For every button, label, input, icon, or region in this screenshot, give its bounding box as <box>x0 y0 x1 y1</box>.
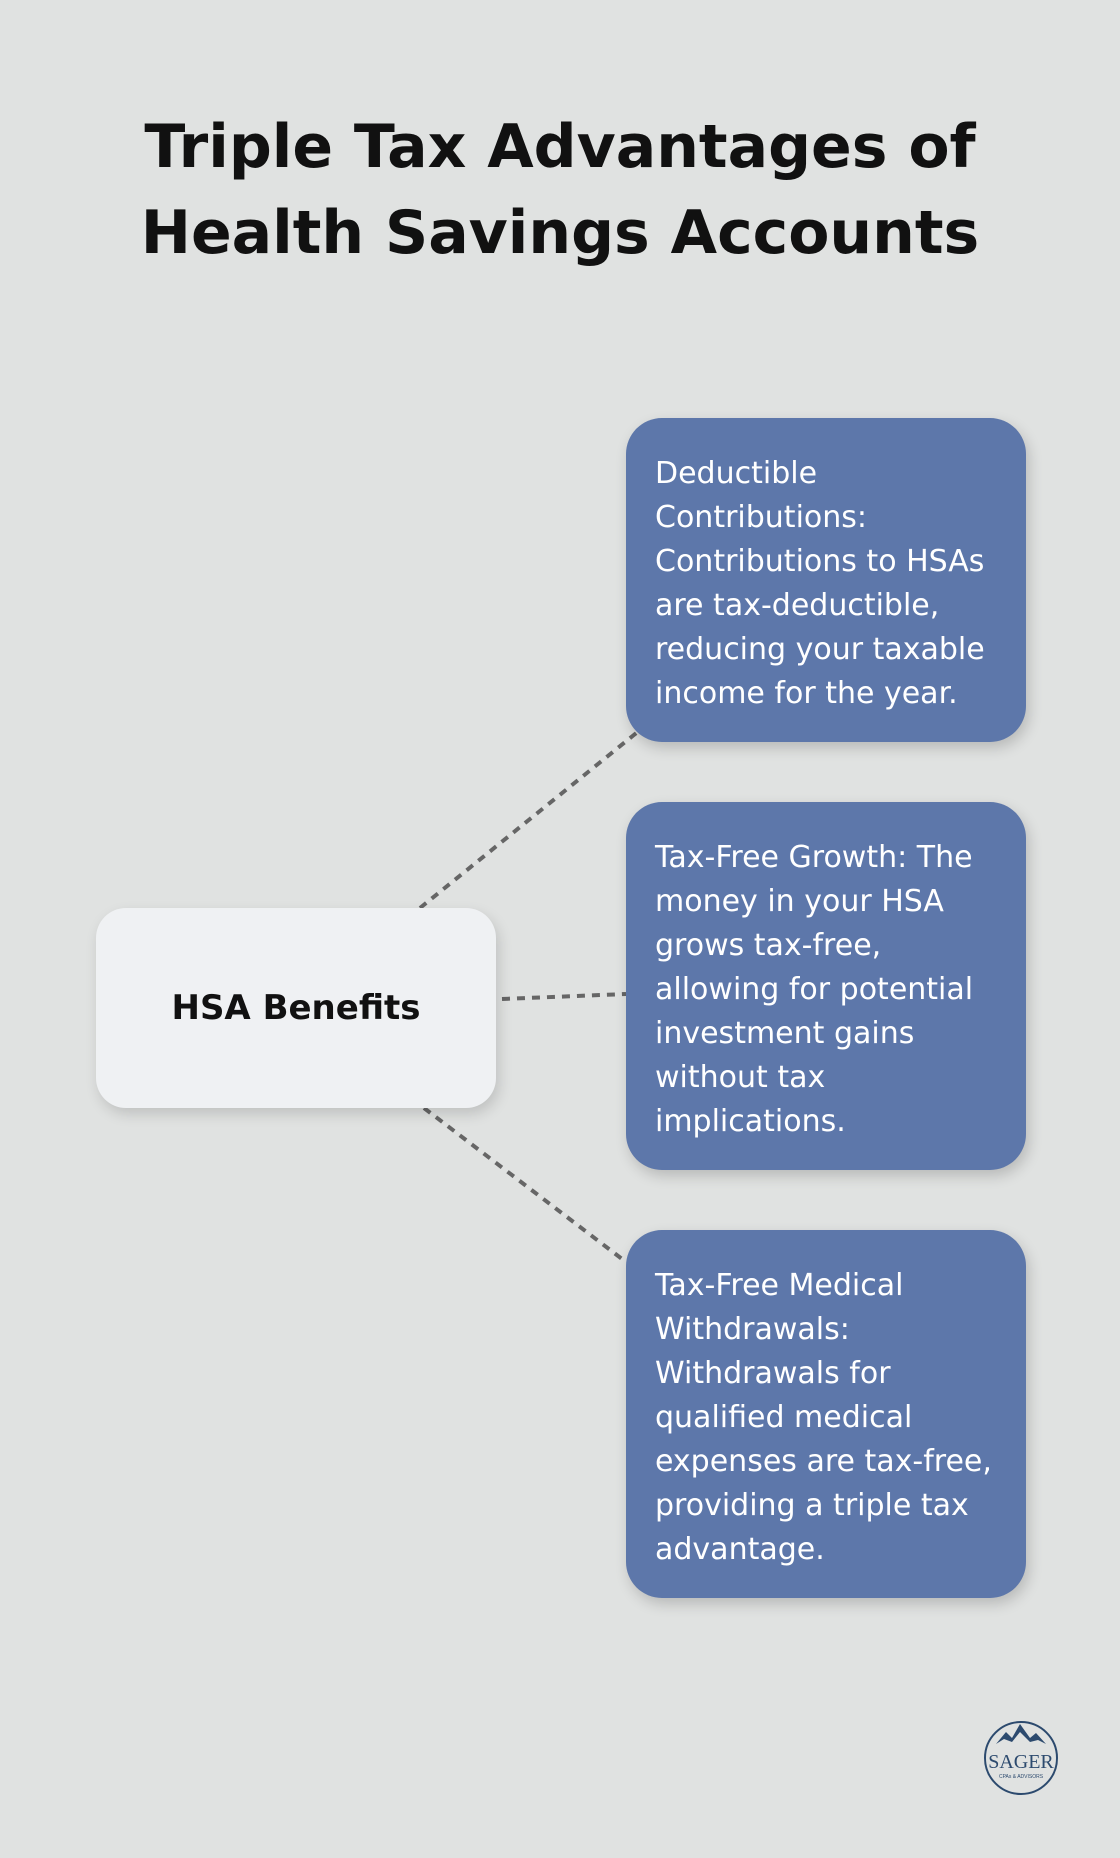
benefit-card-text: Deductible Contributions: Contributions to HSAs are tax-deductible, reducing your taxable income for the year. <box>655 456 985 711</box>
connector-line-2 <box>502 994 626 999</box>
benefit-card-text: Tax-Free Growth: The money in your HSA grows tax-free, allowing for potential investment gains without tax implications. <box>655 840 974 1139</box>
benefit-card-tax-free-growth <box>626 802 1026 1170</box>
center-node-label: HSA Benefits <box>171 988 421 1028</box>
sager-logo <box>974 1718 1068 1798</box>
logo-tagline: CPAs & ADVISORS <box>998 1774 1044 1780</box>
connector-line-3 <box>424 1108 626 1262</box>
logo-name: SAGER <box>988 1751 1054 1773</box>
benefit-card-text: Tax-Free Medical Withdrawals: Withdrawals for qualified medical expenses are tax-free, providing a triple tax advantage. <box>655 1268 992 1567</box>
page-title: Triple Tax Advantages of Health Savings Accounts <box>140 112 980 268</box>
connector-line-1 <box>420 730 640 908</box>
benefit-card-deductible-contributions <box>626 418 1026 742</box>
benefit-card-tax-free-medical-withdrawals <box>626 1230 1026 1598</box>
center-node <box>96 908 496 1108</box>
